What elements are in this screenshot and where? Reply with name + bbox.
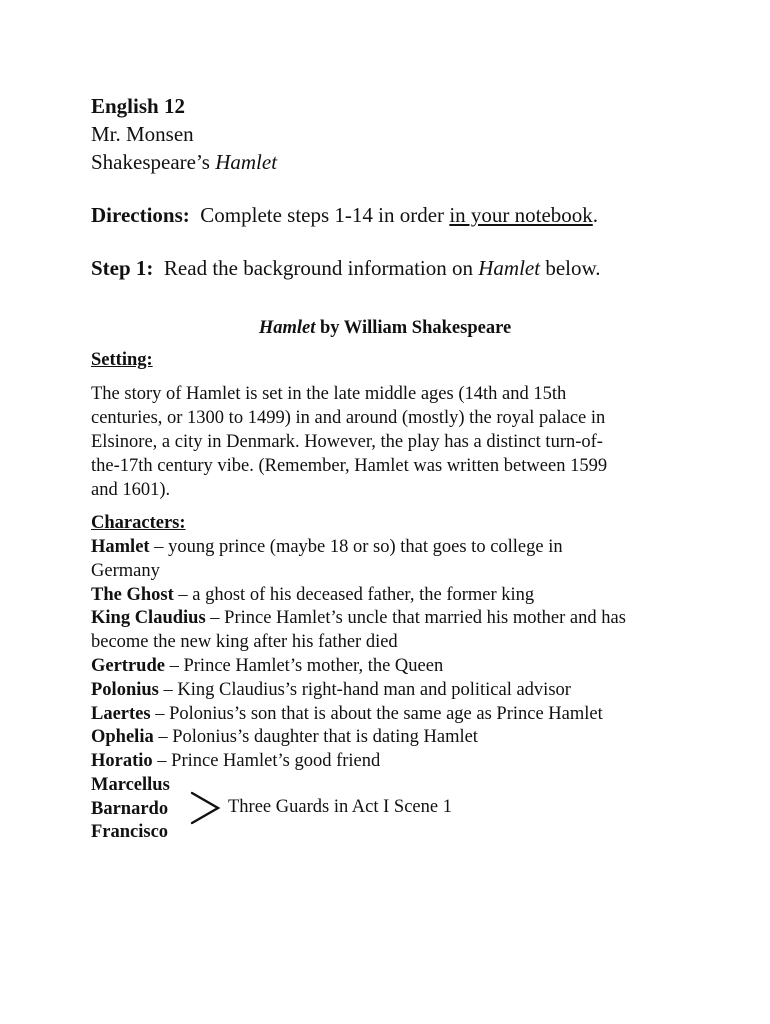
character-desc: – Prince Hamlet’s good friend	[152, 751, 381, 771]
character-entry	[91, 657, 443, 676]
character-desc: – young prince (maybe 18 or so) that goes to college in	[149, 537, 563, 557]
setting-line: Elsinore, a city in Denmark. However, the play has a distinct turn-of-	[91, 432, 603, 452]
character-name: Ophelia	[91, 727, 154, 747]
teacher-name: Mr. Monsen	[91, 122, 194, 146]
section-title	[0, 319, 770, 338]
character-desc: – Polonius’s daughter that is dating Hamlet	[153, 727, 478, 747]
guard-name: Francisco	[91, 822, 169, 842]
section-title-rest: by William Shakespeare	[315, 318, 512, 338]
step1-text: Read the background information on	[153, 256, 479, 280]
section-title-play: Hamlet	[258, 318, 316, 338]
character-entry	[91, 586, 534, 605]
character-entry	[91, 728, 478, 747]
step1-label: Step 1:	[91, 256, 154, 280]
step1-end: below.	[540, 256, 601, 280]
character-desc: – Prince Hamlet’s mother, the Queen	[164, 656, 444, 676]
setting-line: centuries, or 1300 to 1499) in and around (mostly) the royal palace in	[91, 408, 606, 428]
directions-end: .	[592, 203, 599, 227]
character-entry	[91, 752, 380, 771]
step1-italic: Hamlet	[478, 256, 541, 280]
step1-line	[91, 258, 601, 279]
directions-label: Directions:	[91, 203, 190, 227]
character-name: Hamlet	[91, 537, 150, 557]
bracket-chevron-icon	[188, 790, 222, 826]
unit-title	[91, 152, 277, 173]
guards-note: Three Guards in Act I Scene 1	[228, 797, 452, 817]
character-name: King Claudius	[91, 608, 206, 628]
character-entry	[91, 538, 563, 557]
setting-line: and 1601).	[91, 480, 171, 500]
character-name: Horatio	[91, 751, 153, 771]
character-continuation: Germany	[91, 561, 160, 581]
directions-underlined: in your notebook	[449, 203, 593, 227]
unit-play-title: Hamlet	[215, 150, 278, 174]
character-name: The Ghost	[91, 585, 174, 605]
character-entry	[91, 681, 571, 700]
character-desc: – Prince Hamlet’s uncle that married his mother and has	[205, 608, 626, 628]
character-desc: – King Claudius’s right-hand man and political advisor	[158, 680, 571, 700]
setting-line: the-17th century vibe. (Remember, Hamlet was written between 1599	[91, 456, 608, 476]
character-continuation: become the new king after his father died	[91, 632, 398, 652]
character-entry	[91, 609, 626, 628]
character-desc: – a ghost of his deceased father, the former king	[173, 585, 535, 605]
unit-prefix: Shakespeare’s	[91, 150, 216, 174]
character-name: Laertes	[91, 704, 151, 724]
guard-name: Marcellus	[91, 775, 170, 795]
character-entry	[91, 705, 603, 724]
directions-line	[91, 205, 598, 226]
character-name: Polonius	[91, 680, 159, 700]
course-title: English 12	[91, 94, 185, 118]
character-name: Gertrude	[91, 656, 165, 676]
guard-name: Barnardo	[91, 799, 169, 819]
characters-heading: Characters:	[91, 513, 186, 533]
setting-line: The story of Hamlet is set in the late middle ages (14th and 15th	[91, 384, 567, 404]
directions-text: Complete steps 1-14 in order	[189, 203, 450, 227]
character-desc: – Polonius’s son that is about the same age as Prince Hamlet	[150, 704, 603, 724]
setting-heading: Setting:	[91, 350, 153, 370]
